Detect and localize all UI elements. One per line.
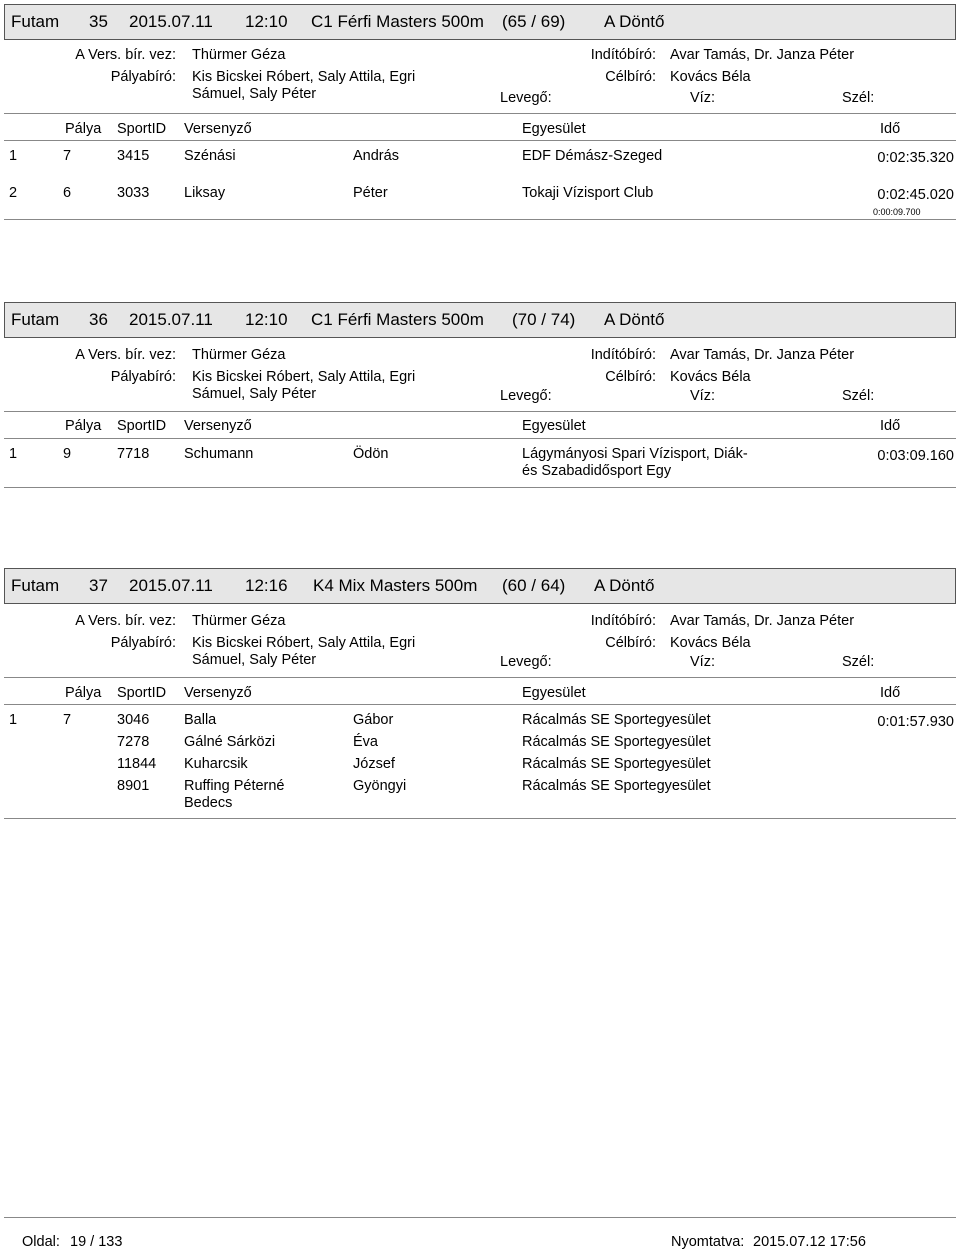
printed-timestamp: 2015.07.12 17:56 bbox=[753, 1234, 866, 1250]
club: EDF Démász-Szeged bbox=[522, 148, 663, 164]
race-time: 12:10 bbox=[245, 310, 288, 329]
first-name: Gyöngyi bbox=[353, 778, 407, 794]
first-name: András bbox=[353, 148, 399, 164]
race-title-bar bbox=[4, 568, 956, 604]
cel-label: Célbíró: bbox=[605, 69, 656, 85]
lane: 7 bbox=[63, 712, 72, 728]
last-name: Szénási bbox=[184, 148, 236, 164]
race-stage: A Döntő bbox=[594, 576, 655, 595]
club: Rácalmás SE Sportegyesület bbox=[522, 712, 711, 728]
col-header-versenyzo: Versenyző bbox=[184, 418, 252, 434]
club: Rácalmás SE Sportegyesület bbox=[522, 756, 711, 772]
race-number: 35 bbox=[89, 12, 108, 31]
col-header-egyesulet: Egyesület bbox=[522, 418, 586, 434]
place: 2 bbox=[9, 185, 18, 201]
last-name: Ruffing Péterné bbox=[184, 778, 285, 794]
sport-id: 3046 bbox=[117, 712, 150, 728]
race-category: C1 Férfi Masters 500m bbox=[311, 310, 484, 329]
sport-id: 7718 bbox=[117, 446, 150, 462]
race-stage: A Döntő bbox=[604, 310, 665, 329]
race-category: K4 Mix Masters 500m bbox=[313, 576, 478, 595]
col-header-egyesulet: Egyesület bbox=[522, 685, 586, 701]
futam-label: Futam bbox=[11, 576, 60, 595]
cel-label: Célbíró: bbox=[605, 369, 656, 385]
club: Lágymányosi Spari Vízisport, Diák- bbox=[522, 446, 748, 462]
place: 1 bbox=[9, 712, 18, 728]
szel-label: Szél: bbox=[842, 90, 875, 106]
avers-value: Thürmer Géza bbox=[192, 613, 286, 629]
col-header-sportid: SportID bbox=[117, 418, 167, 434]
indito-value: Avar Tamás, Dr. Janza Péter bbox=[670, 613, 855, 629]
sport-id: 7278 bbox=[117, 734, 150, 750]
divider bbox=[4, 818, 956, 819]
club: Rácalmás SE Sportegyesület bbox=[522, 734, 711, 750]
sport-id: 11844 bbox=[117, 756, 157, 772]
avers-label: A Vers. bír. vez: bbox=[75, 47, 176, 63]
cel-label: Célbíró: bbox=[605, 635, 656, 651]
col-header-palya: Pálya bbox=[65, 418, 102, 434]
palya-label: Pályabíró: bbox=[110, 635, 176, 651]
levego-label: Levegő: bbox=[500, 654, 552, 670]
first-name: Ödön bbox=[353, 446, 389, 462]
race-title-bar bbox=[4, 302, 956, 338]
first-name: József bbox=[353, 756, 395, 772]
footer-divider bbox=[4, 1217, 956, 1218]
futam-label: Futam bbox=[11, 310, 60, 329]
divider bbox=[4, 438, 956, 439]
race-date: 2015.07.11 bbox=[129, 12, 213, 31]
levego-label: Levegő: bbox=[500, 90, 552, 106]
cel-value: Kovács Béla bbox=[670, 69, 751, 85]
race-number: 37 bbox=[89, 576, 108, 595]
viz-label: Víz: bbox=[690, 654, 715, 670]
race-number: 36 bbox=[89, 310, 108, 329]
lane: 6 bbox=[63, 185, 72, 201]
first-name: Péter bbox=[353, 185, 388, 201]
club: Rácalmás SE Sportegyesület bbox=[522, 778, 711, 794]
race-count: (70 / 74) bbox=[512, 310, 576, 329]
indito-value: Avar Tamás, Dr. Janza Péter bbox=[670, 47, 855, 63]
race-count: (60 / 64) bbox=[502, 576, 566, 595]
palya-value-2: Sámuel, Saly Péter bbox=[192, 386, 317, 402]
divider bbox=[4, 704, 956, 705]
szel-label: Szél: bbox=[842, 654, 875, 670]
col-header-ido: Idő bbox=[880, 685, 901, 701]
finish-time: 0:03:09.160 bbox=[877, 448, 954, 464]
viz-label: Víz: bbox=[690, 90, 715, 106]
col-header-versenyzo: Versenyző bbox=[184, 121, 252, 137]
avers-value: Thürmer Géza bbox=[192, 347, 286, 363]
race-time: 12:16 bbox=[245, 576, 288, 595]
sport-id: 3415 bbox=[117, 148, 150, 164]
divider bbox=[4, 677, 956, 678]
printed-label: Nyomtatva: bbox=[671, 1234, 745, 1250]
club: Tokaji Vízisport Club bbox=[522, 185, 654, 201]
race-date: 2015.07.11 bbox=[129, 576, 213, 595]
palya-value-1: Kis Bicskei Róbert, Saly Attila, Egri bbox=[192, 635, 416, 651]
place: 1 bbox=[9, 148, 18, 164]
cel-value: Kovács Béla bbox=[670, 369, 751, 385]
last-name: Balla bbox=[184, 712, 217, 728]
race-stage: A Döntő bbox=[604, 12, 665, 31]
race-time: 12:10 bbox=[245, 12, 288, 31]
last-name-line-2: Bedecs bbox=[184, 795, 233, 811]
divider bbox=[4, 113, 956, 114]
last-name: Schumann bbox=[184, 446, 254, 462]
col-header-sportid: SportID bbox=[117, 685, 167, 701]
sport-id: 8901 bbox=[117, 778, 150, 794]
divider bbox=[4, 411, 956, 412]
col-header-ido: Idő bbox=[880, 121, 901, 137]
cel-value: Kovács Béla bbox=[670, 635, 751, 651]
avers-label: A Vers. bír. vez: bbox=[75, 613, 176, 629]
avers-label: A Vers. bír. vez: bbox=[75, 347, 176, 363]
col-header-versenyzo: Versenyző bbox=[184, 685, 252, 701]
indito-label: Indítóbíró: bbox=[590, 347, 656, 363]
finish-time: 0:01:57.930 bbox=[877, 714, 954, 730]
last-name: Kuharcsik bbox=[184, 756, 248, 772]
indito-value: Avar Tamás, Dr. Janza Péter bbox=[670, 347, 855, 363]
page-label: Oldal: bbox=[22, 1234, 60, 1250]
race-title-bar bbox=[4, 4, 956, 40]
divider bbox=[4, 140, 956, 141]
viz-label: Víz: bbox=[690, 388, 715, 404]
palya-label: Pályabíró: bbox=[110, 69, 176, 85]
first-name: Éva bbox=[353, 734, 378, 750]
palya-value-1: Kis Bicskei Róbert, Saly Attila, Egri bbox=[192, 369, 416, 385]
indito-label: Indítóbíró: bbox=[590, 613, 656, 629]
palya-value-1: Kis Bicskei Róbert, Saly Attila, Egri bbox=[192, 69, 416, 85]
col-header-palya: Pálya bbox=[65, 685, 102, 701]
race-category: C1 Férfi Masters 500m bbox=[311, 12, 484, 31]
sport-id: 3033 bbox=[117, 185, 150, 201]
palya-label: Pályabíró: bbox=[110, 369, 176, 385]
page-number: 19 / 133 bbox=[70, 1234, 123, 1250]
col-header-egyesulet: Egyesület bbox=[522, 121, 586, 137]
finish-time: 0:02:45.020 bbox=[877, 187, 954, 203]
last-name: Gálné Sárközi bbox=[184, 734, 276, 750]
palya-value-2: Sámuel, Saly Péter bbox=[192, 652, 317, 668]
lane: 7 bbox=[63, 148, 72, 164]
race-date: 2015.07.11 bbox=[129, 310, 213, 329]
szel-label: Szél: bbox=[842, 388, 875, 404]
last-name: Liksay bbox=[184, 185, 226, 201]
lane: 9 bbox=[63, 446, 72, 462]
finish-time: 0:02:35.320 bbox=[877, 150, 954, 166]
place: 1 bbox=[9, 446, 18, 462]
col-header-sportid: SportID bbox=[117, 121, 167, 137]
levego-label: Levegő: bbox=[500, 388, 552, 404]
avers-value: Thürmer Géza bbox=[192, 47, 286, 63]
club-line-2: és Szabadidősport Egy bbox=[522, 463, 672, 479]
indito-label: Indítóbíró: bbox=[590, 47, 656, 63]
first-name: Gábor bbox=[353, 712, 394, 728]
divider bbox=[4, 219, 956, 220]
futam-label: Futam bbox=[11, 12, 60, 31]
palya-value-2: Sámuel, Saly Péter bbox=[192, 86, 317, 102]
divider bbox=[4, 487, 956, 488]
race-count: (65 / 69) bbox=[502, 12, 566, 31]
col-header-palya: Pálya bbox=[65, 121, 102, 137]
time-difference: 0:00:09.700 bbox=[873, 207, 921, 217]
col-header-ido: Idő bbox=[880, 418, 901, 434]
